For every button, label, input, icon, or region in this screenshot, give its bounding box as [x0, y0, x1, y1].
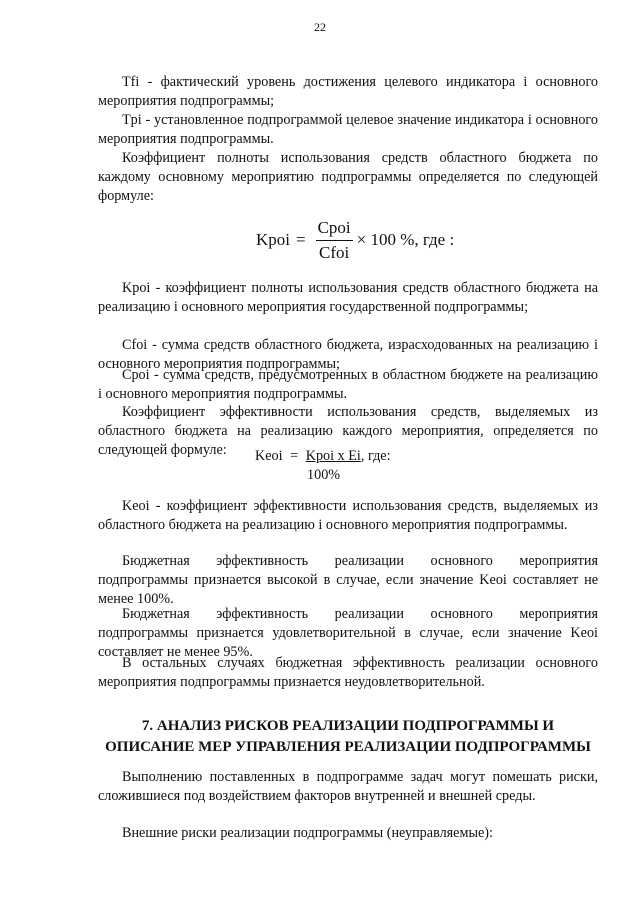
section-heading-line-1: 7. АНАЛИЗ РИСКОВ РЕАЛИЗАЦИИ ПОДПРОГРАММЫ И: [141, 718, 555, 734]
paragraph-external-risks: Внешние риски реализации подпрограммы (неуправляемые):: [122, 825, 493, 841]
formula-keoi-lhs: Keoi: [255, 448, 283, 464]
definition-cfoi: Cfoi - сумма средств областного бюджета, израсходованных на реализацию i основного мероприятия подпрограммы;: [98, 337, 598, 372]
formula-kpoi-tail: × 100 %, где :: [356, 230, 455, 249]
definition-keoi: Keoi - коэффициент эффективности использования средств, выделяемых из областного бюджета на реализацию i основного мероприятия подпрограммы.: [98, 498, 598, 533]
definition-tfi: Tfi - фактический уровень достижения целевого индикатора i основного мероприятия подпрограммы;: [98, 74, 598, 109]
formula-keoi-tail: , где:: [360, 448, 391, 464]
formula-keoi-denominator: 100%: [307, 467, 341, 483]
formula-kpoi-lhs: Kpoi: [256, 230, 290, 249]
paragraph-unsatisfactory-efficiency: В остальных случаях бюджетная эффективность реализации основного мероприятия подпрограммы признается неудовлетворительной.: [98, 655, 598, 690]
formula-kpoi-equals: =: [296, 230, 306, 249]
section-heading-line-2: ОПИСАНИЕ МЕР УПРАВЛЕНИЯ РЕАЛИЗАЦИИ ПОДПРОГРАММЫ: [105, 739, 591, 755]
paragraph-satisfactory-efficiency: Бюджетная эффективность реализации основного мероприятия подпрограммы признается удовлетворительной в случае, если значение Keoi составляет не менее 95%.: [98, 606, 598, 660]
formula-kpoi-denominator: Cfoi: [319, 242, 350, 262]
formula-keoi-numerator: Kpoi x Ei: [305, 448, 361, 464]
paragraph-efficiency-coefficient: Коэффициент эффективности использования средств, выделяемых из областного бюджета на реализацию каждого мероприятия, определяется по следующей формуле:: [98, 404, 598, 458]
formula-keoi-line: [255, 447, 391, 466]
definition-cpoi: Cpoi - сумма средств, предусмотренных в областном бюджете на реализацию i основного мероприятия подпрограммы.: [98, 367, 598, 402]
formula-kpoi: [256, 216, 454, 264]
paragraph-high-efficiency: Бюджетная эффективность реализации основного мероприятия подпрограммы признается высокой в случае, если значение Keoi составляет не менее 100%.: [98, 553, 598, 607]
formula-kpoi-numerator: Cpoi: [316, 218, 353, 241]
definition-kpoi: Kpoi - коэффициент полноты использования средств областного бюджета на реализацию i основного мероприятия государственной подпрограммы;: [98, 280, 598, 315]
formula-kpoi-fraction: [316, 218, 353, 263]
paragraph-completeness-coefficient: Коэффициент полноты использования средств областного бюджета по каждому основному мероприятию подпрограммы определяется по следующей формуле:: [98, 150, 598, 204]
paragraph-risks-intro: Выполнению поставленных в подпрограмме задач могут помешать риски, сложившиеся под воздействием факторов внутренней и внешней среды.: [98, 769, 598, 804]
section-heading: [98, 716, 598, 758]
definition-tpi: Tpi - установленное подпрограммой целевое значение индикатора i основного мероприятия подпрограммы.: [98, 112, 598, 147]
formula-keoi-equals: =: [290, 448, 299, 464]
formula-keoi: [255, 447, 391, 485]
page-number: 22: [314, 20, 326, 34]
